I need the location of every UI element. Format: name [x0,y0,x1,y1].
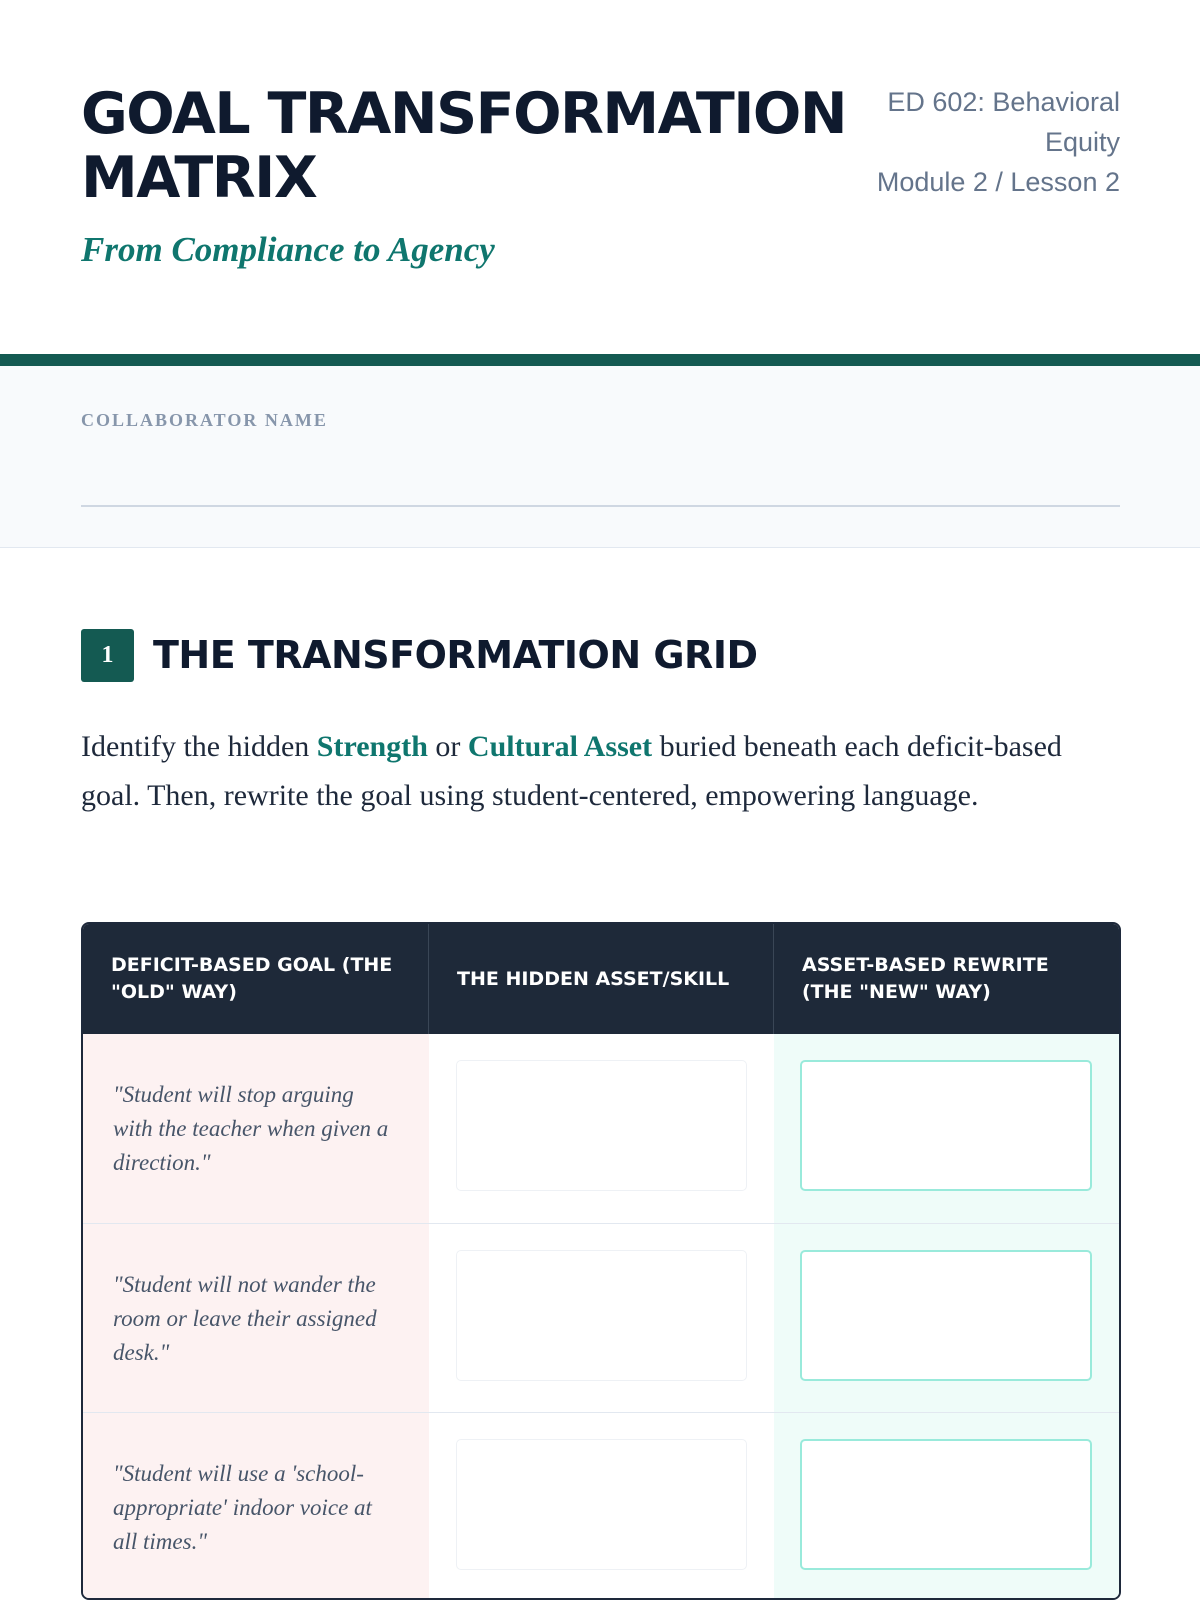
asset-cell [429,1034,774,1223]
table-row [83,1412,1119,1600]
deficit-goal-text: "Student will not wander the room or leave their assigned desk." [83,1224,429,1412]
table-row [83,1223,1119,1412]
course-info [850,82,1120,202]
deficit-goal-text: "Student will stop arguing with the teacher when given a direction." [83,1034,429,1223]
highlight-cultural-asset: Cultural Asset [467,730,653,763]
course-code: ED 602: Behavioral Equity [887,87,1120,157]
instructions-text: buried beneath each deficit-based goal. Then, rewrite the goal using student-centered, empowering language. [81,730,1062,812]
hidden-asset-input[interactable] [456,1250,747,1381]
header-divider [0,354,1200,366]
section-instructions [81,722,1121,820]
section-title: THE TRANSFORMATION GRID [153,633,758,677]
section-number-badge: 1 [81,629,134,682]
asset-rewrite-input[interactable] [800,1439,1092,1570]
deficit-goal-text: "Student will use a 'school-appropriate' indoor voice at all times." [83,1413,429,1600]
asset-rewrite-input[interactable] [800,1250,1092,1381]
asset-cell [429,1224,774,1412]
header-asset-rewrite: ASSET-BASED REWRITE (THE "NEW" WAY) [802,954,1049,1003]
collaborator-panel [0,366,1200,548]
table-row [83,1034,1119,1223]
hidden-asset-input[interactable] [456,1439,747,1570]
page-title: GOAL TRANSFORMATION MATRIX [81,81,847,211]
highlight-strength: Strength [316,730,428,763]
instructions-text: or [427,730,468,763]
hidden-asset-input[interactable] [456,1060,747,1191]
rewrite-cell [774,1034,1119,1223]
grid-body [83,1034,1119,1600]
module-lesson: Module 2 / Lesson 2 [876,167,1120,197]
collaborator-name-field[interactable] [81,505,1120,507]
grid-header-row [83,924,1119,1034]
asset-rewrite-input[interactable] [800,1060,1092,1191]
header-deficit-goal: DEFICIT-BASED GOAL (THE "OLD" WAY) [83,924,429,1034]
transformation-grid [81,922,1121,1600]
collaborator-label: COLLABORATOR NAME [81,410,328,430]
rewrite-cell [774,1224,1119,1412]
page-header [0,0,1200,354]
page-subtitle: From Compliance to Agency [81,230,495,269]
asset-cell [429,1413,774,1600]
rewrite-cell [774,1413,1119,1600]
header-hidden-asset: THE HIDDEN ASSET/SKILL [429,924,774,1034]
instructions-text: Identify the hidden [81,730,317,763]
